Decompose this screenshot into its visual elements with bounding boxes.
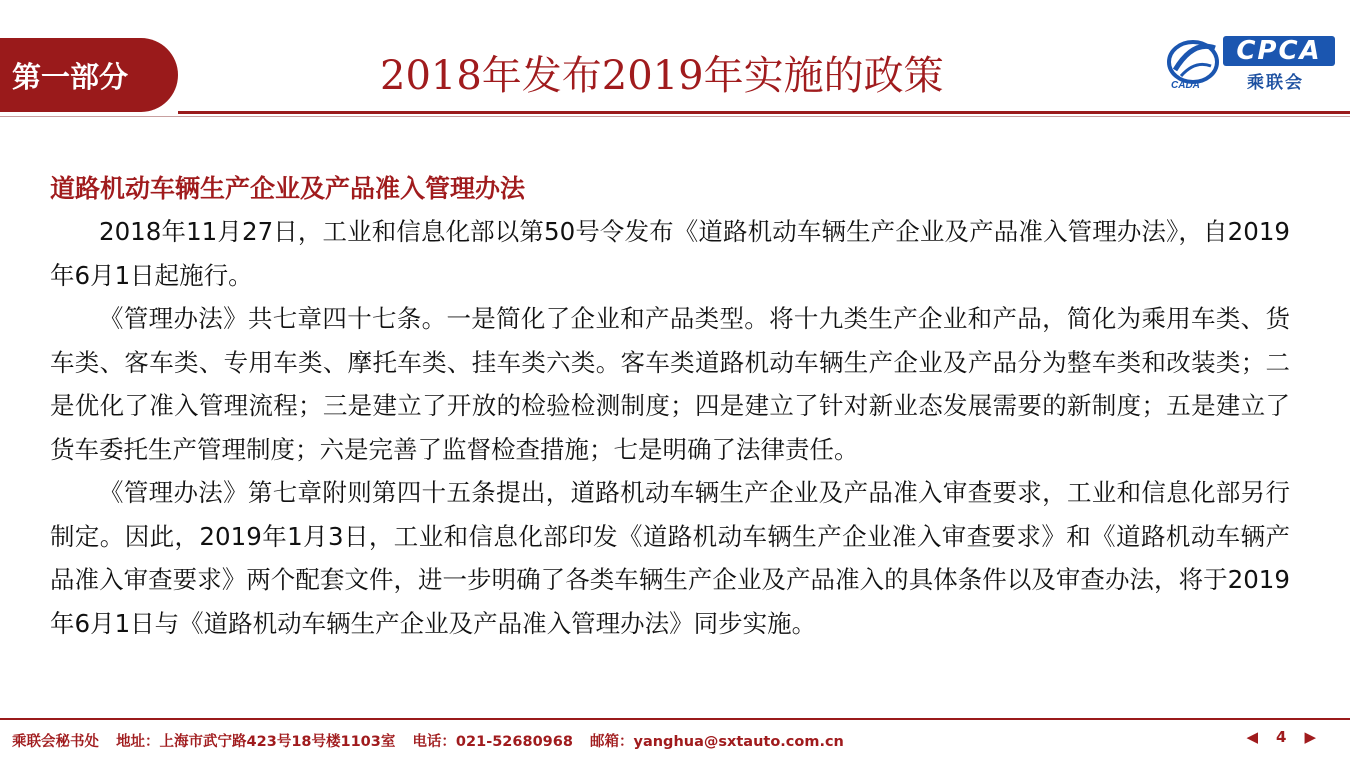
footer-divider <box>0 718 1350 720</box>
header-divider-thin <box>0 116 1350 117</box>
paragraph-2: 《管理办法》共七章四十七条。一是简化了企业和产品类型。将十九类生产企业和产品，简化为乘用车类、货车类、客车类、专用车类、摩托车类、挂车类六类。客车类道路机动车辆生产企业及产品分为整车类和改装类；二是优化了准入管理流程；三是建立了开放的检验检测制度；四是建立了针对新业态发展需要的新制度；五是建立了货车委托生产管理制度；六是完善了监督检查措施；七是明确了法律责任。 <box>50 304 1290 464</box>
page-number: 4 <box>1276 728 1287 746</box>
paragraph-1: 2018年11月27日，工业和信息化部以第50号令发布《道路机动车辆生产企业及产品准入管理办法》，自2019年6月1日起施行。 <box>50 217 1290 290</box>
cpca-logo <box>1165 34 1343 92</box>
cpca-wordmark: CPCA <box>1223 36 1335 66</box>
cada-emblem-icon <box>1165 36 1221 90</box>
next-slide-icon[interactable]: ▶ <box>1304 728 1316 746</box>
section-subheading: 道路机动车辆生产企业及产品准入管理办法 <box>50 174 526 203</box>
paragraph-3: 《管理办法》第七章附则第四十五条提出，道路机动车辆生产企业及产品准入审查要求，工业和信息化部另行制定。因此，2019年1月3日，工业和信息化部印发《道路机动车辆生产企业准入审查要求》和《道路机动车辆产品准入审查要求》两个配套文件，进一步明确了各类车辆生产企业及产品准入的具体条件以及审查办法，将于2019年6月1日与《道路机动车辆生产企业及产品准入管理办法》同步实施。 <box>50 478 1290 638</box>
page-title: 2018年发布2019年实施的政策 <box>380 53 944 99</box>
footer-phone: 电话：021-52680968 <box>412 734 573 750</box>
previous-slide-icon[interactable]: ◀ <box>1246 728 1259 746</box>
footer-email[interactable]: 邮箱：yanghua@sxtauto.com.cn <box>590 734 844 750</box>
cada-text: CADA <box>1171 80 1200 90</box>
section-label: 第一部分 <box>12 59 129 94</box>
section-tab <box>0 38 178 112</box>
cpca-subtitle: 乘联会 <box>1247 73 1304 93</box>
main-content <box>50 172 1290 645</box>
footer-address: 地址：上海市武宁路423号18号楼1103室 <box>116 734 396 750</box>
slide-navigation <box>1246 728 1316 746</box>
footer-contact <box>12 730 856 751</box>
footer-org: 乘联会秘书处 <box>12 734 99 750</box>
slide-header <box>0 0 1350 118</box>
header-divider <box>178 111 1350 114</box>
